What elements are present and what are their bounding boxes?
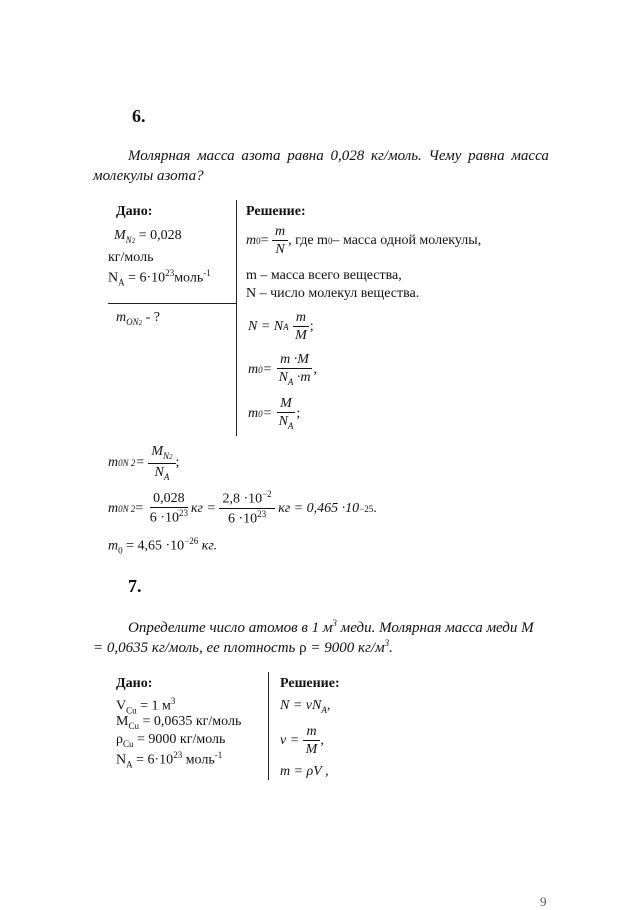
problem-7-number: 7. bbox=[128, 576, 142, 596]
p7-formula-N: $N = \nu N_A$, bbox=[280, 698, 331, 715]
p6-divider-horizontal bbox=[108, 303, 237, 304]
problem-7-statement-line1: Определите число атомов в 1 $м^3$ меди. Молярная масса меди М bbox=[128, 618, 534, 636]
p6-formula-N: N = N A $\frac{m}{M}$ ; bbox=[248, 310, 314, 344]
p6-given-avogadro: $N_A$ = $6\cdot 10^{23}моль^{-1}$ bbox=[108, 268, 211, 288]
p6-find: $m_{ON2}$ - ? bbox=[116, 310, 161, 327]
p7-formula-m: m = ρV , bbox=[280, 764, 329, 779]
p6-calc-2: m 0N 2 = $\frac{0,028}{6 \cdot 10^{23}}$ кг = $\frac{2,8 \cdot 10^{-2}}{6 \cdot 10^{23}}$ кг = 0,465 ·10 −25 . bbox=[108, 489, 377, 527]
p6-line-m-mass: m – масса всего вещества, bbox=[246, 268, 402, 283]
p6-formula-m0-final: m 0 = $\frac{M}{N_A}$ ; bbox=[248, 396, 301, 432]
p7-divider-vertical bbox=[268, 672, 269, 780]
problem-6-statement-line2: молекулы азота? bbox=[93, 168, 204, 184]
p6-formula-m0-expanded: m 0 = $\frac{m \cdot M}{N_A \cdot m}$ , bbox=[248, 352, 318, 388]
problem-6-statement-line1: Молярная масса азота равна 0,028 кг/моль. Чему равна масса bbox=[128, 148, 549, 164]
p7-given-volume: $V_{Cu} = 1$ $м^3$ bbox=[116, 696, 176, 716]
p7-given-molar-mass: $M_{Cu} = 0,0635$ кг/моль bbox=[116, 714, 242, 731]
p7-formula-nu: ν = $\frac{m}{M}$ , bbox=[280, 724, 324, 758]
p6-given-molar-mass: $M_{N2} = 0,028$ bbox=[114, 228, 182, 245]
p6-formula-m0: m 0 = $\frac{m}{N}$ , где m 0 – масса одной молекулы, bbox=[246, 224, 482, 258]
problem-6-number: 6. bbox=[132, 106, 146, 126]
p7-given-density: $\rho_{Cu} = 9000$ кг/моль bbox=[116, 732, 226, 749]
p6-divider-vertical bbox=[236, 200, 237, 436]
p6-given-header: Дано: bbox=[116, 204, 153, 219]
p6-line-n-count: N – число молекул вещества. bbox=[246, 286, 420, 301]
problem-7-statement-line2: = 0,0635 кг/моль, ее плотность ρ = 9000 $кг/м^3$. bbox=[93, 638, 393, 656]
p6-given-molar-mass-unit: кг/моль bbox=[108, 250, 154, 265]
page-number: 9 bbox=[540, 894, 547, 909]
p7-given-avogadro: $N_A = 6\cdot 10^{23}$ моль$^{-1}$ bbox=[116, 750, 223, 770]
p7-solution-header: Решение: bbox=[280, 676, 340, 691]
p7-given-header: Дано: bbox=[116, 676, 153, 691]
p6-calc-result: $m_0 = 4,65 \cdot 10^{-26}$ кг. bbox=[108, 536, 218, 556]
p6-calc-1: m 0N 2 = $\frac{M_{N2}}{N_A}$ ; bbox=[108, 444, 180, 482]
p6-solution-header: Решение: bbox=[246, 204, 306, 219]
